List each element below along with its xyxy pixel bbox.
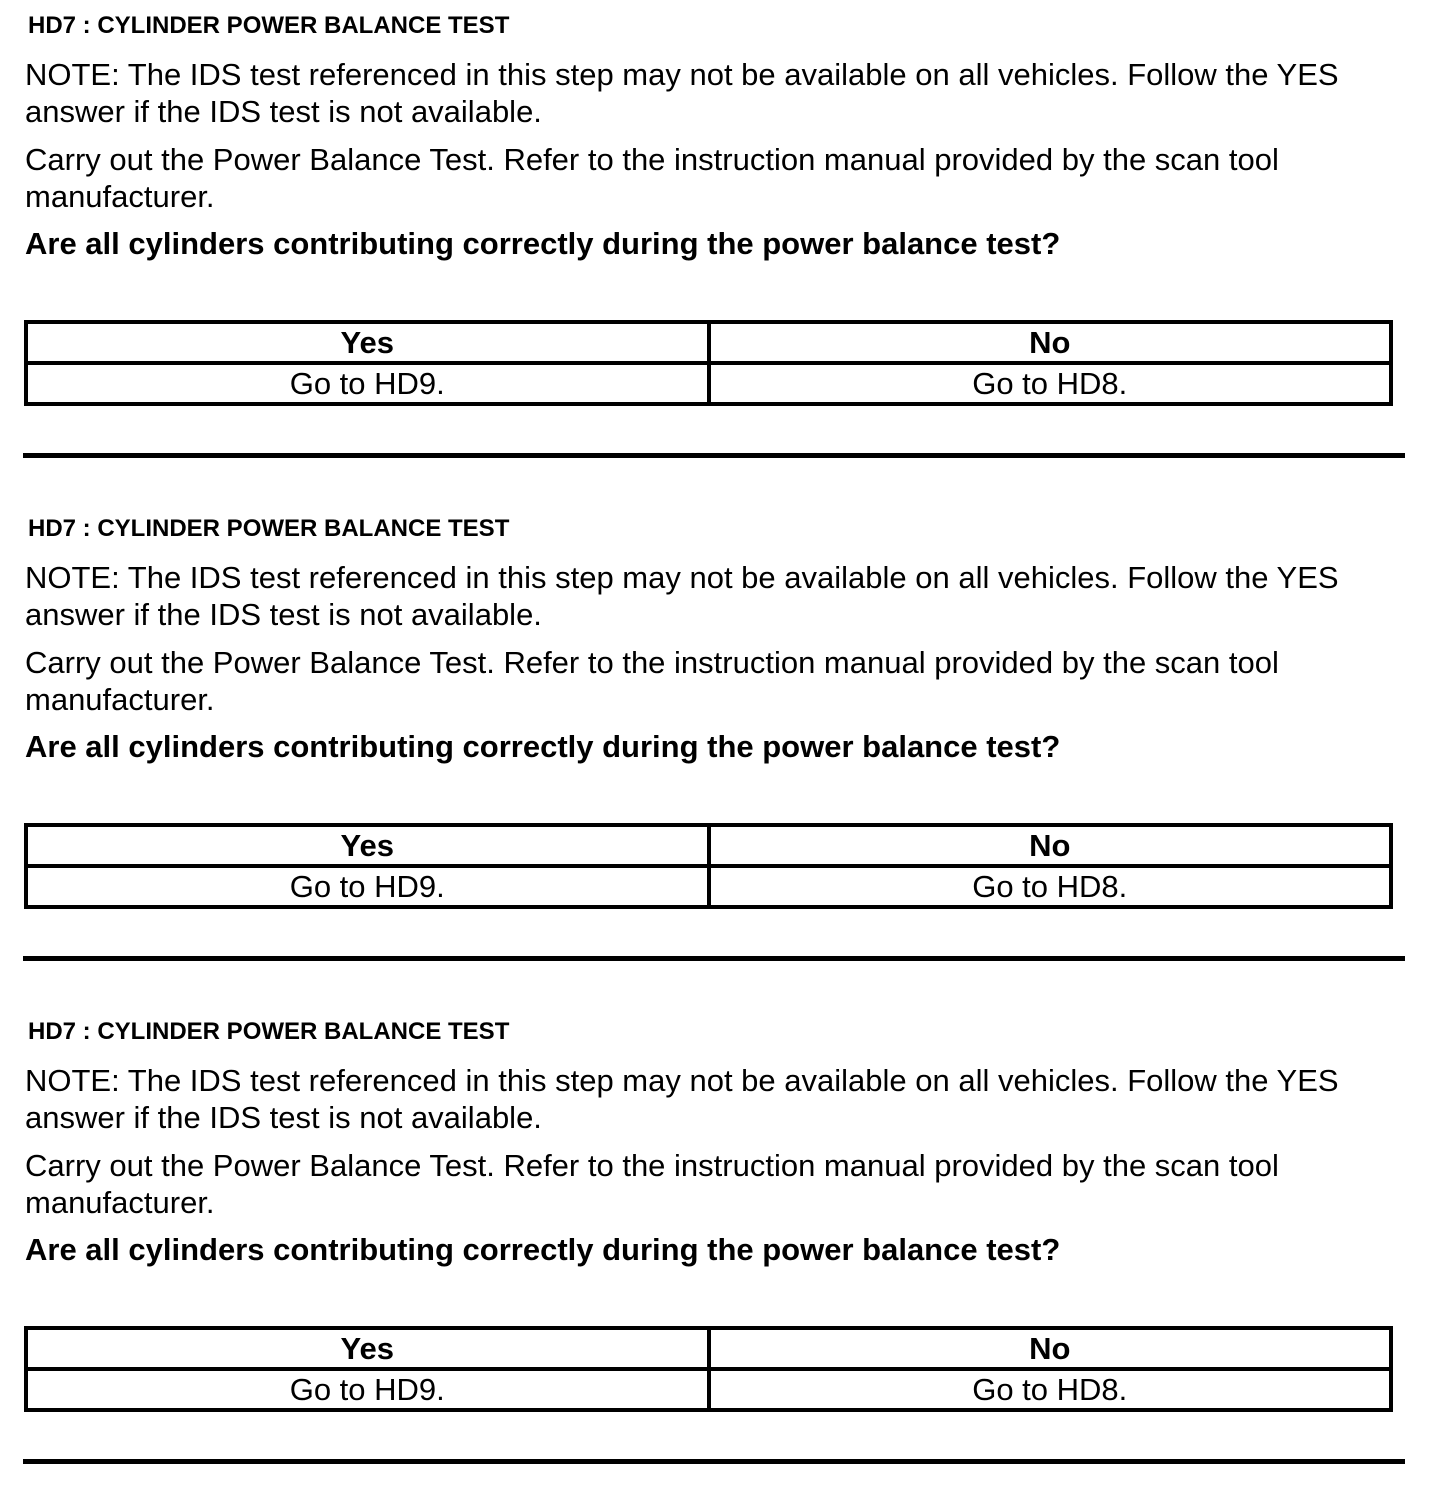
yes-action: Go to HD9. [26,363,709,404]
section-divider [23,956,1405,961]
yes-header: Yes [26,322,709,363]
test-step-section [0,503,1440,1006]
step-heading: HD7 : CYLINDER POWER BALANCE TEST [28,12,510,39]
no-action: Go to HD8. [709,866,1392,907]
answer-table [24,1326,1393,1412]
yes-action: Go to HD9. [26,1369,709,1410]
answer-action-row [26,866,1391,907]
no-header: No [709,1328,1392,1369]
no-action: Go to HD8. [709,363,1392,404]
step-instruction: Carry out the Power Balance Test. Refer to the instruction manual provided by the scan tool manufacturer. [25,142,1279,214]
no-header: No [709,825,1392,866]
step-heading: HD7 : CYLINDER POWER BALANCE TEST [28,1018,510,1045]
answer-table [24,320,1393,406]
answer-header-row [26,825,1391,866]
yes-header: Yes [26,1328,709,1369]
step-question: Are all cylinders contributing correctly during the power balance test? [25,729,1061,764]
test-step-section [0,0,1440,503]
step-question: Are all cylinders contributing correctly during the power balance test? [25,226,1061,261]
step-note: NOTE: The IDS test referenced in this step may not be available on all vehicles. Follow the YES answer if the IDS test is not available. [25,57,1339,129]
answer-action-row [26,363,1391,404]
step-note: NOTE: The IDS test referenced in this step may not be available on all vehicles. Follow the YES answer if the IDS test is not available. [25,1063,1339,1135]
test-step-section [0,1006,1440,1509]
answer-action-row [26,1369,1391,1410]
yes-header: Yes [26,825,709,866]
step-instruction: Carry out the Power Balance Test. Refer to the instruction manual provided by the scan tool manufacturer. [25,1148,1279,1220]
step-heading: HD7 : CYLINDER POWER BALANCE TEST [28,515,510,542]
no-action: Go to HD8. [709,1369,1392,1410]
answer-table [24,823,1393,909]
section-divider [23,1459,1405,1464]
yes-action: Go to HD9. [26,866,709,907]
no-header: No [709,322,1392,363]
answer-header-row [26,1328,1391,1369]
step-question: Are all cylinders contributing correctly during the power balance test? [25,1232,1061,1267]
step-instruction: Carry out the Power Balance Test. Refer to the instruction manual provided by the scan tool manufacturer. [25,645,1279,717]
section-divider [23,453,1405,458]
answer-header-row [26,322,1391,363]
step-note: NOTE: The IDS test referenced in this step may not be available on all vehicles. Follow the YES answer if the IDS test is not available. [25,560,1339,632]
